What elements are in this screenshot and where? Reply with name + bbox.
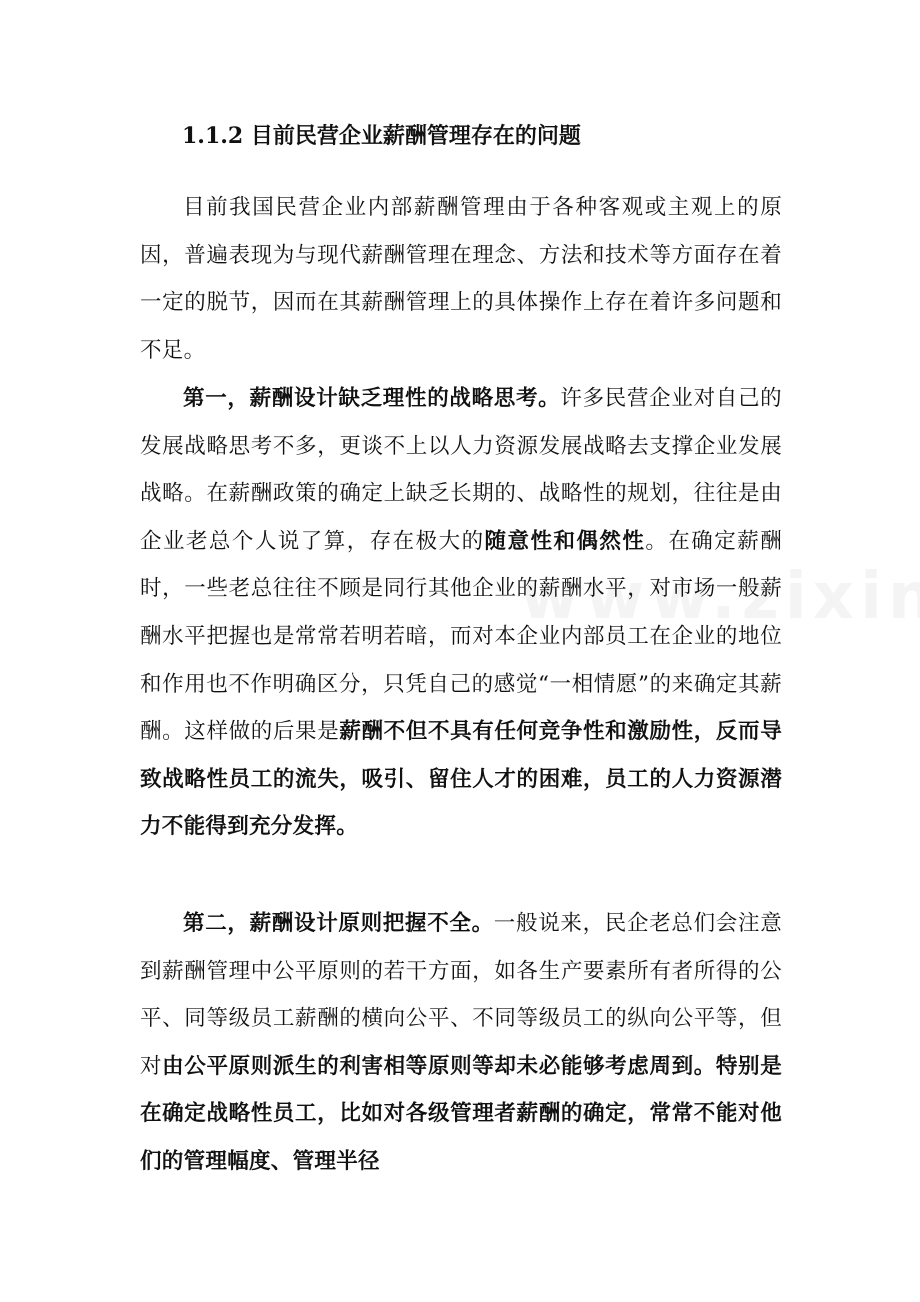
section-heading: 1.1.2 目前民营企业薪酬管理存在的问题 (182, 123, 581, 149)
first-point-emphasis-1: 随意性和偶然性 (484, 528, 646, 554)
second-point-text-1: 一般说来，民企老总们会注意到薪酬管理中公平原则的若干方面，如各生产要素所有者所得的公平、同等级员工薪酬的横向公平、不同等级员工的纵向公平等，但对 (140, 911, 782, 1079)
first-point-title: 第一，薪酬设计缺乏理性的战略思考。 (183, 386, 561, 411)
second-point-title: 第二，薪酬设计原则把握不全。 (183, 911, 494, 936)
paragraph-first-point (140, 375, 782, 851)
paragraph-second-point (140, 900, 782, 1186)
first-point-emphasis-2: 薪酬不但不具有任何竞争性和激励性，反而导致战略性员工的流失，吸引、留住人才的困难，员工的人力资源潜力不能得到充分发挥。 (140, 719, 782, 840)
first-point-text-2: 。在确定薪酬时，一些老总往往不顾是同行其他企业的薪酬水平，对市场一般薪酬水平把握也是常常若明若暗，而对本企业内部员工在企业的地位和作用也不作明确区分，只凭自己的感觉“一相情愿”的来确定其薪酬。这样做的后果是 (140, 528, 782, 745)
second-point-emphasis-1: 由公平原则派生的利害相等原则等却未必能够考虑周到。特别是在确定战略性员工，比如对各级管理者薪酬的确定，常常不能对他们的管理幅度、管理半径 (140, 1053, 782, 1174)
paragraph-intro: 目前我国民营企业内部薪酬管理由于各种客观或主观上的原因，普遍表现为与现代薪酬管理在理念、方法和技术等方面存在着一定的脱节，因而在其薪酬管理上的具体操作上存在着许多问题和不足。 (140, 195, 782, 363)
first-point-text-1: 许多民营企业对自己的发展战略思考不多，更谈不上以人力资源发展战略去支撑企业发展战略。在薪酬政策的确定上缺乏长期的、战略性的规划，往往是由企业老总个人说了算，存在极大的 (140, 386, 782, 554)
